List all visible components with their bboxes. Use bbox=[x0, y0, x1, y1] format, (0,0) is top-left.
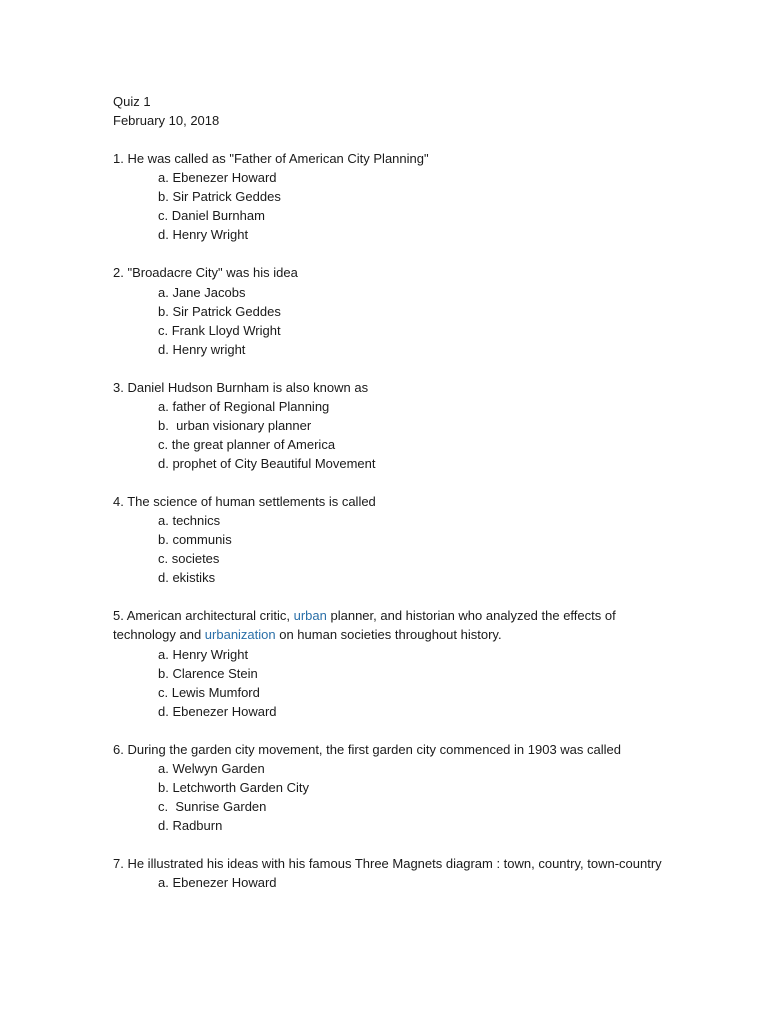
question-1 bbox=[113, 149, 673, 244]
urban-link[interactable]: urban bbox=[293, 608, 327, 624]
option-a: a. Henry Wright bbox=[158, 646, 249, 662]
stem-text: on human societies throughout history. bbox=[275, 627, 502, 643]
urbanization-link[interactable]: urbanization bbox=[204, 627, 276, 643]
option-b: b. Clarence Stein bbox=[158, 665, 258, 681]
quiz-title: Quiz 1 bbox=[113, 94, 151, 109]
option-a: a. Ebenezer Howard bbox=[158, 170, 277, 186]
option-b: b. Sir Patrick Geddes bbox=[158, 189, 281, 205]
question-7 bbox=[113, 854, 673, 892]
question-6 bbox=[113, 740, 673, 835]
question-4 bbox=[113, 492, 673, 587]
quiz-date: February 10, 2018 bbox=[113, 113, 220, 128]
option-a: a. father of Regional Planning bbox=[158, 398, 330, 414]
option-c: c. Sunrise Garden bbox=[158, 799, 267, 815]
option-d: d. Henry Wright bbox=[158, 227, 249, 243]
question-3 bbox=[113, 378, 673, 473]
option-b: b. communis bbox=[158, 532, 232, 548]
option-a: a. Jane Jacobs bbox=[158, 284, 246, 300]
option-a: a. Welwyn Garden bbox=[158, 761, 265, 777]
option-d: d. Henry wright bbox=[158, 341, 246, 357]
option-a: a. technics bbox=[158, 513, 221, 529]
option-c: c. Lewis Mumford bbox=[158, 684, 260, 700]
spacer bbox=[113, 473, 673, 492]
spacer bbox=[113, 244, 673, 263]
option-d: d. Radburn bbox=[158, 818, 223, 834]
question-stem bbox=[113, 606, 673, 645]
question-stem: 6. During the garden city movement, the first garden city commenced in 1903 was called bbox=[113, 741, 621, 757]
option-b: b. Sir Patrick Geddes bbox=[158, 303, 281, 319]
spacer bbox=[113, 835, 673, 854]
option-c: c. societes bbox=[158, 551, 220, 567]
question-stem: 2. "Broadacre City" was his idea bbox=[113, 265, 298, 281]
option-d: d. ekistiks bbox=[158, 570, 216, 586]
option-c: c. the great planner of America bbox=[158, 436, 336, 452]
option-b: b. Letchworth Garden City bbox=[158, 780, 310, 796]
question-5 bbox=[113, 606, 673, 721]
spacer bbox=[113, 721, 673, 740]
spacer bbox=[113, 587, 673, 606]
option-b: b. urban visionary planner bbox=[158, 417, 312, 433]
question-stem: 3. Daniel Hudson Burnham is also known as bbox=[113, 379, 369, 395]
stem-text: planner, and historian who analyzed the effects of technology and bbox=[113, 608, 616, 643]
option-d: d. Ebenezer Howard bbox=[158, 703, 277, 719]
question-stem: 7. He illustrated his ideas with his famous Three Magnets diagram : town, country, town-country bbox=[113, 856, 662, 872]
option-c: c. Daniel Burnham bbox=[158, 208, 265, 224]
option-d: d. prophet of City Beautiful Movement bbox=[158, 455, 376, 471]
spacer bbox=[113, 130, 673, 149]
question-stem: 4. The science of human settlements is called bbox=[113, 493, 376, 509]
question-stem: 1. He was called as "Father of American City Planning" bbox=[113, 151, 429, 166]
quiz-document bbox=[113, 92, 673, 892]
stem-text: 5. American architectural critic, bbox=[113, 608, 294, 624]
option-a: a. Ebenezer Howard bbox=[158, 875, 277, 891]
option-c: c. Frank Lloyd Wright bbox=[158, 322, 281, 338]
spacer bbox=[113, 359, 673, 378]
question-2 bbox=[113, 263, 673, 358]
